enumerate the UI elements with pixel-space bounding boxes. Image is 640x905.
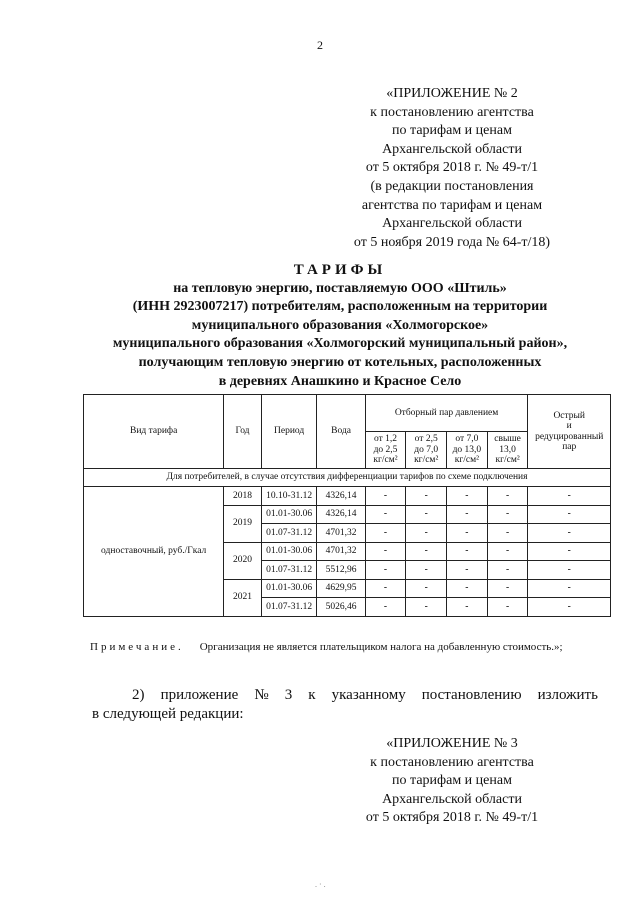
header-text: кг/см² [454, 455, 479, 466]
dash-cell: - [365, 542, 406, 561]
dash-cell: - [487, 505, 528, 524]
header-water: Вода [317, 395, 365, 469]
word: 2) [132, 687, 145, 703]
dash-cell: - [487, 579, 528, 598]
paragraph-line-1 [92, 686, 598, 705]
period-cell: 01.01-30.06 [261, 505, 317, 524]
dash-cell: - [528, 561, 611, 580]
appendix-line: к постановлению агентства [370, 104, 534, 120]
period-cell: 01.07-31.12 [261, 561, 317, 580]
word: постановлению [421, 687, 522, 703]
appendix-line: Архангельской области [382, 141, 522, 157]
header-steam-4 [487, 432, 528, 469]
tariff-title [60, 261, 620, 391]
dash-cell: - [487, 487, 528, 506]
appendix-line: по тарифам и ценам [392, 773, 512, 789]
word: № [254, 687, 269, 703]
dash-cell: - [365, 487, 406, 506]
dash-cell: - [447, 524, 488, 543]
dash-cell: - [406, 561, 447, 580]
water-cell: 5512,96 [317, 561, 365, 580]
dash-cell: - [447, 487, 488, 506]
header-text: до 13,0 [452, 444, 482, 455]
water-cell: 4326,14 [317, 487, 365, 506]
water-cell: 4701,32 [317, 542, 365, 561]
title-heading: ТАРИФЫ [293, 262, 387, 278]
header-steam-group: Отборный пар давлением [365, 395, 528, 432]
water-cell: 4701,32 [317, 524, 365, 543]
dash-cell: - [365, 579, 406, 598]
appendix-line: к постановлению агентства [370, 754, 534, 770]
dash-cell: - [406, 524, 447, 543]
consumer-note-row: Для потребителей, в случае отсутствия дифференциации тарифов по схеме подключения [84, 469, 611, 487]
title-line: муниципального образования «Холмогорский муниципальный район», [112, 336, 568, 352]
footnote-text: Организация не является плательщиком налога на добавленную стоимость.»; [199, 641, 563, 653]
title-line: в деревнях Анашкино и Красное Село [218, 373, 462, 389]
table-row [84, 487, 611, 506]
appendix-line: от 5 октября 2018 г. № 49-т/1 [365, 810, 539, 826]
appendix-line: по тарифам и ценам [392, 123, 512, 139]
title-line: муниципального образования «Холмогорское» [191, 317, 489, 333]
footer-marks: . · . [315, 880, 326, 889]
header-text: пар [562, 442, 577, 452]
header-text: кг/см² [414, 455, 439, 466]
appendix-line: от 5 октября 2018 г. № 49-т/1 [365, 160, 539, 176]
paragraph-line-2: в следующей редакции: [92, 706, 244, 722]
word: к [308, 687, 316, 703]
appendix-line: «ПРИЛОЖЕНИЕ № 3 [386, 736, 518, 751]
dash-cell: - [365, 561, 406, 580]
title-line: получающим тепловую энергию от котельных, расположенных [138, 354, 542, 370]
dash-cell: - [528, 579, 611, 598]
word: 3 [284, 687, 293, 703]
dash-cell: - [487, 524, 528, 543]
dash-cell: - [528, 505, 611, 524]
header-text: редуцированный [535, 431, 604, 442]
title-line: на тепловую энергию, поставляемую ООО «Штиль» [173, 280, 507, 296]
dash-cell: - [447, 505, 488, 524]
header-text: свыше [494, 434, 521, 445]
word: указанному [331, 687, 406, 703]
dash-cell: - [528, 487, 611, 506]
header-text: от 7,0 [455, 434, 479, 445]
title-line: (ИНН 2923007217) потребителям, расположенным на территории [132, 299, 548, 315]
appendix-line: агентства по тарифам и ценам [361, 197, 543, 213]
tariff-type-cell: одноставочный, руб./Гкал [84, 487, 224, 617]
period-cell: 01.01-30.06 [261, 579, 317, 598]
dash-cell: - [528, 542, 611, 561]
tariff-table [83, 394, 611, 617]
header-steam-1 [365, 432, 406, 469]
period-cell: 10.10-31.12 [261, 487, 317, 506]
dash-cell: - [447, 598, 488, 617]
header-tariff-type: Вид тарифа [84, 395, 224, 469]
appendix-line: от 5 ноября 2019 года № 64-т/18) [353, 234, 551, 250]
dash-cell: - [406, 542, 447, 561]
dash-cell: - [487, 542, 528, 561]
appendix-header-3 [318, 735, 586, 828]
appendix-line: Архангельской области [382, 216, 522, 232]
dash-cell: - [365, 524, 406, 543]
header-sharp-steam [528, 395, 611, 469]
header-text: 13,0 [499, 444, 516, 455]
water-cell: 4326,14 [317, 505, 365, 524]
year-cell: 2019 [224, 505, 261, 542]
table-footnote [90, 641, 563, 653]
paragraph-2 [92, 686, 598, 724]
header-text: и [566, 421, 572, 431]
header-steam-3 [447, 432, 488, 469]
appendix-line: (в редакции постановления [370, 178, 534, 194]
header-text: кг/см² [373, 455, 398, 466]
dash-cell: - [447, 561, 488, 580]
dash-cell: - [406, 505, 447, 524]
header-year: Год [224, 395, 261, 469]
year-cell: 2018 [224, 487, 261, 506]
word: изложить [537, 687, 598, 703]
header-text: от 1,2 [373, 434, 398, 445]
dash-cell: - [406, 487, 447, 506]
dash-cell: - [447, 579, 488, 598]
dash-cell: - [365, 598, 406, 617]
dash-cell: - [487, 598, 528, 617]
dash-cell: - [406, 598, 447, 617]
dash-cell: - [487, 561, 528, 580]
dash-cell: - [365, 505, 406, 524]
year-cell: 2020 [224, 542, 261, 579]
dash-cell: - [528, 524, 611, 543]
year-cell: 2021 [224, 579, 261, 616]
header-text: Острый [553, 410, 585, 421]
header-text: до 2,5 [373, 444, 398, 455]
period-cell: 01.01-30.06 [261, 542, 317, 561]
header-text: кг/см² [495, 455, 520, 466]
dash-cell: - [406, 579, 447, 598]
page-number: 2 [317, 38, 323, 52]
water-cell: 4629,95 [317, 579, 365, 598]
header-steam-2 [406, 432, 447, 469]
footnote-label: Примечание. [90, 641, 184, 653]
word: приложение [160, 687, 239, 703]
appendix-line: Архангельской области [382, 791, 522, 807]
dash-cell: - [447, 542, 488, 561]
period-cell: 01.07-31.12 [261, 598, 317, 617]
header-text: до 7,0 [414, 444, 439, 455]
dash-cell: - [528, 598, 611, 617]
header-period: Период [261, 395, 317, 469]
period-cell: 01.07-31.12 [261, 524, 317, 543]
appendix-line: «ПРИЛОЖЕНИЕ № 2 [386, 86, 518, 101]
header-text: от 2,5 [414, 434, 438, 445]
water-cell: 5026,46 [317, 598, 365, 617]
appendix-header-2 [318, 85, 586, 252]
